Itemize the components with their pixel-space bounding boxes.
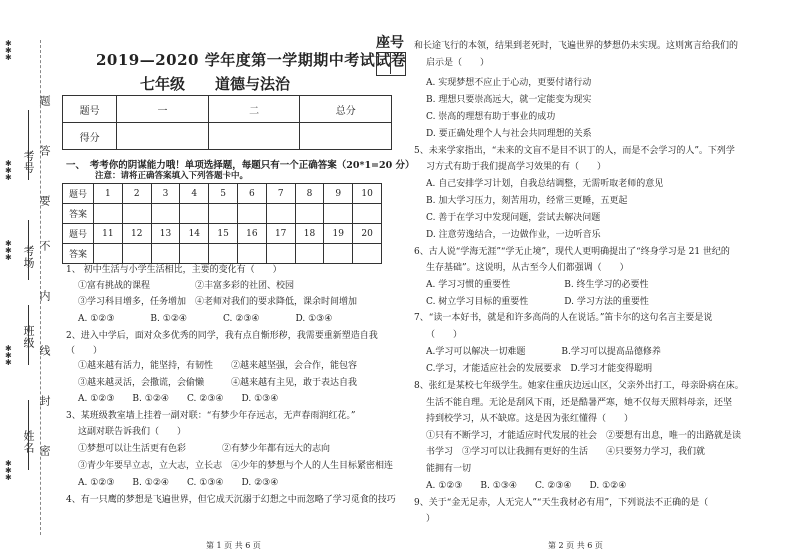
- exam-subtitle: 七年级 道德与法治: [140, 75, 291, 93]
- answer-cell[interactable]: [295, 244, 324, 264]
- answer-number-row: [63, 224, 382, 244]
- answer-cell[interactable]: [122, 244, 151, 264]
- score-value-row: [63, 123, 392, 150]
- question-line: ①梦想可以让生活更有色彩 ②有梦少年都有远大的志向: [78, 444, 331, 454]
- question-line: ）: [426, 514, 436, 524]
- answer-cell[interactable]: [324, 204, 353, 224]
- question-number: 1: [94, 184, 123, 204]
- answer-cell[interactable]: [266, 204, 295, 224]
- answer-cell[interactable]: [324, 244, 353, 264]
- question-line: 启示是（ ）: [426, 58, 490, 68]
- answer-cell[interactable]: [209, 244, 238, 264]
- answer-row-label: 答案: [63, 244, 94, 264]
- question-line: A.学习可以解决一切难题 B.学习可以提高品德修养: [426, 347, 661, 357]
- question-number: 10: [353, 184, 382, 204]
- answer-row-label: 答案: [63, 204, 94, 224]
- question-number: 11: [94, 224, 123, 244]
- seat-number-label: 座号: [376, 35, 404, 51]
- question-number: 2: [122, 184, 151, 204]
- score-input-cell[interactable]: [300, 123, 392, 150]
- question-line: A. ①②③ B. ①②④ C. ①③④ D. ②③④: [78, 478, 279, 488]
- question-line: 生活不能自理。无论是刮风下雨，还是酷暑严寒，她不仅每天照料母亲，还坚: [426, 398, 733, 408]
- binding-label: 封: [38, 395, 51, 407]
- question-number: 19: [324, 224, 353, 244]
- answer-cell[interactable]: [180, 244, 209, 264]
- question-line: 能拥有一切: [426, 464, 472, 474]
- binding-margin: [0, 0, 56, 560]
- question-line: 生存基础”。这说明，从古至今人们都强调（ ）: [426, 263, 629, 273]
- binding-label: 线: [38, 345, 51, 357]
- score-input-cell[interactable]: [208, 123, 300, 150]
- question-line: ①越来越有活力，能坚持，有韧性 ②越来越坚强，会合作，能包容: [78, 361, 358, 371]
- exam-title: 2019—2020 学年度第一学期期中考试试卷: [96, 51, 407, 69]
- question-number: 20: [353, 224, 382, 244]
- binding-label: 要: [38, 195, 51, 207]
- exam-room-label: 考场: [22, 245, 35, 269]
- page-footer-right: 第 2 页 共 6 页: [548, 541, 603, 550]
- binding-label: 不: [38, 240, 51, 252]
- question-line: 1、 初中生活与小学生活相比，主要的变化有（ ）: [66, 265, 282, 275]
- question-line: B. 理想只要崇高远大，就一定能变为现实: [426, 95, 592, 105]
- question-line: ①富有挑战的课程 ②丰富多彩的社团、校园: [78, 281, 295, 291]
- star-divider: ✱ ✱ ✱: [5, 239, 12, 262]
- question-line: A. 学习习惯的重要性 B. 终生学习的必要性: [426, 280, 649, 290]
- answer-cell[interactable]: [295, 204, 324, 224]
- binding-label: 答: [38, 145, 51, 157]
- answer-cell[interactable]: [151, 244, 180, 264]
- answer-row: [63, 244, 382, 264]
- question-line: ③越来越灵活，会撒谎，会偷懒 ④越来越有主见，敢于表达自我: [78, 378, 358, 388]
- answer-row-label: 题号: [63, 184, 94, 204]
- question-line: C.学习，才能适应社会的发展要求 D.学习才能变得聪明: [426, 364, 653, 374]
- score-header-row: [63, 96, 392, 123]
- question-line: A. ①②③ B. ①②④ C. ②③④ D. ①③④: [78, 314, 333, 324]
- star-divider: ✱ ✱ ✱: [5, 39, 12, 62]
- answer-cell[interactable]: [237, 204, 266, 224]
- question-line: 2、进入中学后，面对众多优秀的同学，我有点自惭形秽，我需要重新塑造自我: [66, 331, 378, 341]
- question-line: 这副对联告诉我们（ ）: [78, 427, 187, 437]
- question-number: 6: [237, 184, 266, 204]
- star-divider: ✱ ✱ ✱: [5, 159, 12, 182]
- page-footer-left: 第 1 页 共 6 页: [206, 541, 261, 550]
- question-line: （ ）: [426, 330, 463, 340]
- question-line: C. 树立学习目标的重要性 D. 学习方法的重要性: [426, 297, 649, 307]
- score-cell: 得分: [63, 123, 117, 150]
- score-cell: 题号: [63, 96, 117, 123]
- section-title: 一、 考考你的阴谋能力哦！单项选择题，每题只有一个正确答案（20*1=20 分）: [66, 160, 415, 171]
- question-number: 14: [180, 224, 209, 244]
- seat-number-box-divider: [376, 52, 391, 74]
- question-line: 9、关于“金无足赤，人无完人”“天生我材必有用”，下列说法不正确的是（: [414, 498, 709, 508]
- fill-line: [28, 110, 29, 180]
- question-number: 17: [266, 224, 295, 244]
- question-line: ③学习科目增多，任务增加 ④老师对我们的要求降低，课余时间增加: [78, 297, 358, 307]
- question-number: 18: [295, 224, 324, 244]
- answer-cell[interactable]: [122, 204, 151, 224]
- score-input-cell[interactable]: [117, 123, 209, 150]
- question-line: 持到校学习，从不缺席。这是因为张红懂得（ ）: [426, 414, 634, 424]
- exam-number-label: 考号: [22, 150, 35, 174]
- answer-cell[interactable]: [94, 244, 123, 264]
- question-number: 3: [151, 184, 180, 204]
- question-line: 8、张红是某校七年级学生。她家住重庆边远山区，父亲外出打工，母亲卧病在床。: [414, 381, 744, 391]
- question-line: （ ）: [66, 346, 103, 356]
- section-note: 注意：请将正确答案填入下列答题卡中。: [95, 171, 249, 181]
- score-cell: 二: [208, 96, 300, 123]
- answer-cell[interactable]: [180, 204, 209, 224]
- score-table: [62, 95, 392, 150]
- fill-line: [28, 305, 29, 365]
- name-label: 姓名: [22, 430, 35, 454]
- question-line: 6、古人说“学海无涯”“学无止境”，现代人更明确提出了“终身学习是 21 世纪的: [414, 247, 730, 257]
- question-number: 5: [209, 184, 238, 204]
- question-number: 15: [209, 224, 238, 244]
- question-line: 和长途飞行的本领，结果到老死时，飞遍世界的梦想仍未实现。这则寓言给我们的: [414, 41, 739, 51]
- answer-row-label: 题号: [63, 224, 94, 244]
- question-line: A. 自己安排学习计划，自我总结调整，无需听取老师的意见: [426, 179, 664, 189]
- fill-line: [28, 400, 29, 470]
- question-line: 习方式有助于我们提高学习效果的有（ ）: [426, 162, 607, 172]
- binding-dashed-line: [40, 40, 41, 535]
- binding-label: 内: [38, 290, 51, 302]
- question-line: D. 要正确处理个人与社会共同理想的关系: [426, 129, 592, 139]
- class-label: 班级: [22, 325, 35, 349]
- question-number: 12: [122, 224, 151, 244]
- question-number: 8: [295, 184, 324, 204]
- question-line: C. 崇高的理想有助于事业的成功: [426, 112, 556, 122]
- binding-label: 题: [38, 95, 51, 107]
- question-line: D. 注意劳逸结合，一边做作业，一边听音乐: [426, 230, 601, 240]
- question-line: B. 加大学习压力，刻苦用功，经常三更睡，五更起: [426, 196, 628, 206]
- binding-label: 密: [38, 445, 51, 457]
- question-number: 9: [324, 184, 353, 204]
- answer-cell[interactable]: [209, 204, 238, 224]
- question-line: C. 善于在学习中发现问题，尝试去解决问题: [426, 213, 601, 223]
- answer-cell[interactable]: [353, 204, 382, 224]
- question-line: 书学习 ③学习可以让我拥有更好的生活 ④只要努力学习，我们就: [426, 447, 706, 457]
- answer-cell[interactable]: [94, 204, 123, 224]
- question-line: 3、某班级教室墙上挂着一副对联：“有梦少年存远志，无声春雨润红花。”: [66, 411, 356, 421]
- question-line: 7、“读一本好书，就是和许多高尚的人在说话。”笛卡尔的这句名言主要是说: [414, 313, 713, 323]
- question-line: 4、有一只鹰的梦想是飞遍世界，但它成天沉溺于幻想之中而忽略了学习觅食的技巧: [66, 495, 396, 505]
- answer-number-row: [63, 184, 382, 204]
- question-line: A. 实现梦想不应止于心动，更要付诸行动: [426, 78, 592, 88]
- question-number: 4: [180, 184, 209, 204]
- fill-line: [28, 220, 29, 280]
- question-line: ①只有不断学习，才能适应时代发展的社会 ②要想有出息，唯一的出路就是读: [426, 431, 742, 441]
- question-number: 7: [266, 184, 295, 204]
- question-number: 16: [237, 224, 266, 244]
- star-divider: ✱ ✱ ✱: [5, 344, 12, 367]
- question-number: 13: [151, 224, 180, 244]
- answer-grid: [62, 183, 382, 264]
- answer-cell[interactable]: [237, 244, 266, 264]
- score-cell: 总分: [300, 96, 392, 123]
- question-line: 5、未来学家指出，“未来的文盲不是目不识丁的人，而是不会学习的人”。下列学: [414, 146, 735, 156]
- star-divider: ✱ ✱ ✱: [5, 459, 12, 482]
- question-line: ③青少年要早立志，立大志，立长志 ④少年的梦想与个人的人生目标紧密相连: [78, 461, 394, 471]
- answer-cell[interactable]: [151, 204, 180, 224]
- answer-cell[interactable]: [266, 244, 295, 264]
- question-line: A. ①②③ B. ①②④ C. ②③④ D. ①③④: [78, 394, 279, 404]
- answer-row: [63, 204, 382, 224]
- question-line: A. ①②③ B. ①③④ C. ②③④ D. ①②④: [426, 481, 627, 491]
- score-cell: 一: [117, 96, 209, 123]
- answer-cell[interactable]: [353, 244, 382, 264]
